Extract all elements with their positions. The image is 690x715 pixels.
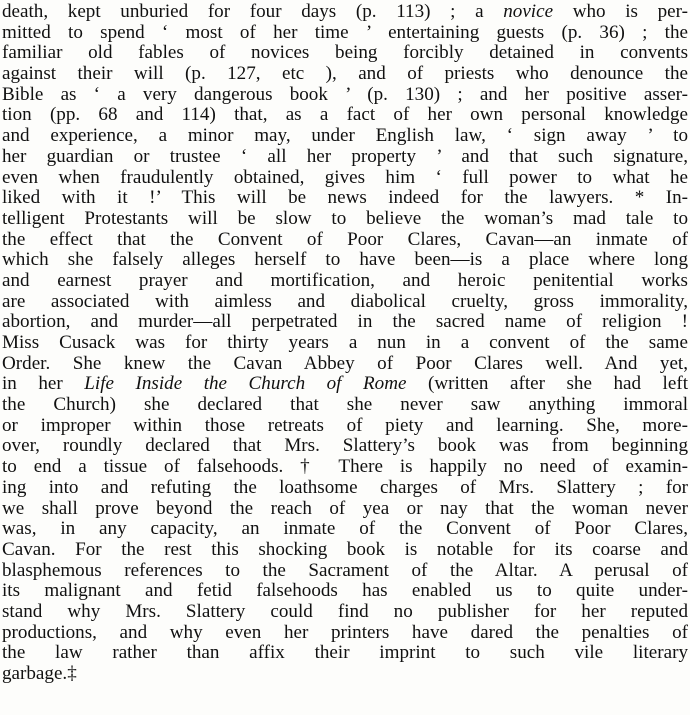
text-line: or improper within those retreats of piety and learning. She, more- [2, 415, 688, 436]
text-line: and experience, a minor may, under English law, ‘ sign away ’ to [2, 126, 688, 147]
text-line: against their will (p. 127, etc ), and of priests who denounce the [2, 64, 688, 85]
text-line: was, in any capacity, an inmate of the Convent of Poor Clares, [2, 519, 688, 540]
text-line: over, roundly declared that Mrs. Slattery’s book was from beginning [2, 436, 688, 457]
text-line: which she falsely alleges herself to have been—is a place where long [2, 250, 688, 271]
text-line: are associated with aimless and diabolical cruelty, gross immorality, [2, 291, 688, 312]
text-line: the effect that the Convent of Poor Clares, Cavan—an inmate of [2, 229, 688, 250]
text-line: we shall prove beyond the reach of yea or nay that the woman never [2, 498, 688, 519]
text-line: her guardian or trustee ‘ all her property ’ and that such signature, [2, 146, 688, 167]
text-line: familiar old fables of novices being forcibly detained in convents [2, 43, 688, 64]
italic-book-title: Life Inside the Church of Rome [84, 374, 407, 395]
text-line: Order. She knew the Cavan Abbey of Poor Clares well. And yet, [2, 353, 688, 374]
text-line: productions, and why even her printers have dared the penalties of [2, 622, 688, 643]
text-line: its malignant and fetid falsehoods has enabled us to quite under- [2, 581, 688, 602]
text-line: and earnest prayer and mortification, and heroic penitential works [2, 270, 688, 291]
text-line: Bible as ‘ a very dangerous book ’ (p. 130) ; and her positive asser- [2, 84, 688, 105]
text-line: the law rather than affix their imprint to such vile literary [2, 643, 688, 664]
text-line: liked with it !’ This will be news indeed for the lawyers. * In- [2, 188, 688, 209]
text-line: stand why Mrs. Slattery could find no publisher for her reputed [2, 601, 688, 622]
text-line: Cavan. For the rest this shocking book is notable for its coarse and [2, 539, 688, 560]
text-line: in her Life Inside the Church of Rome (written after she had left [2, 374, 688, 395]
text-line: tion (pp. 68 and 114) that, as a fact of her own personal knowledge [2, 105, 688, 126]
text-line: mitted to spend ‘ most of her time ’ entertaining guests (p. 36) ; the [2, 22, 688, 43]
italic-term: novice [503, 2, 554, 22]
text-line: ing into and refuting the loathsome charges of Mrs. Slattery ; for [2, 477, 688, 498]
text-line: Miss Cusack was for thirty years a nun in a convent of the same [2, 333, 688, 353]
body-text [2, 2, 688, 685]
text-line: telligent Protestants will be slow to believe the woman’s mad tale to [2, 208, 688, 229]
text-line: even when fraudulently obtained, gives him ‘ full power to what he [2, 167, 688, 188]
text-line: the Church) she declared that she never saw anything immoral [2, 395, 688, 416]
text-line-last: garbage.‡ [2, 664, 77, 684]
text-line: abortion, and murder—all perpetrated in the sacred name of religion ! [2, 312, 688, 333]
text-line: to end a tissue of falsehoods. † There is happily no need of examin- [2, 457, 688, 478]
text-line: death, kept unburied for four days (p. 113) ; a novice who is per- [2, 2, 688, 22]
text-line: blasphemous references to the Sacrament of the Altar. A perusal of [2, 560, 688, 581]
